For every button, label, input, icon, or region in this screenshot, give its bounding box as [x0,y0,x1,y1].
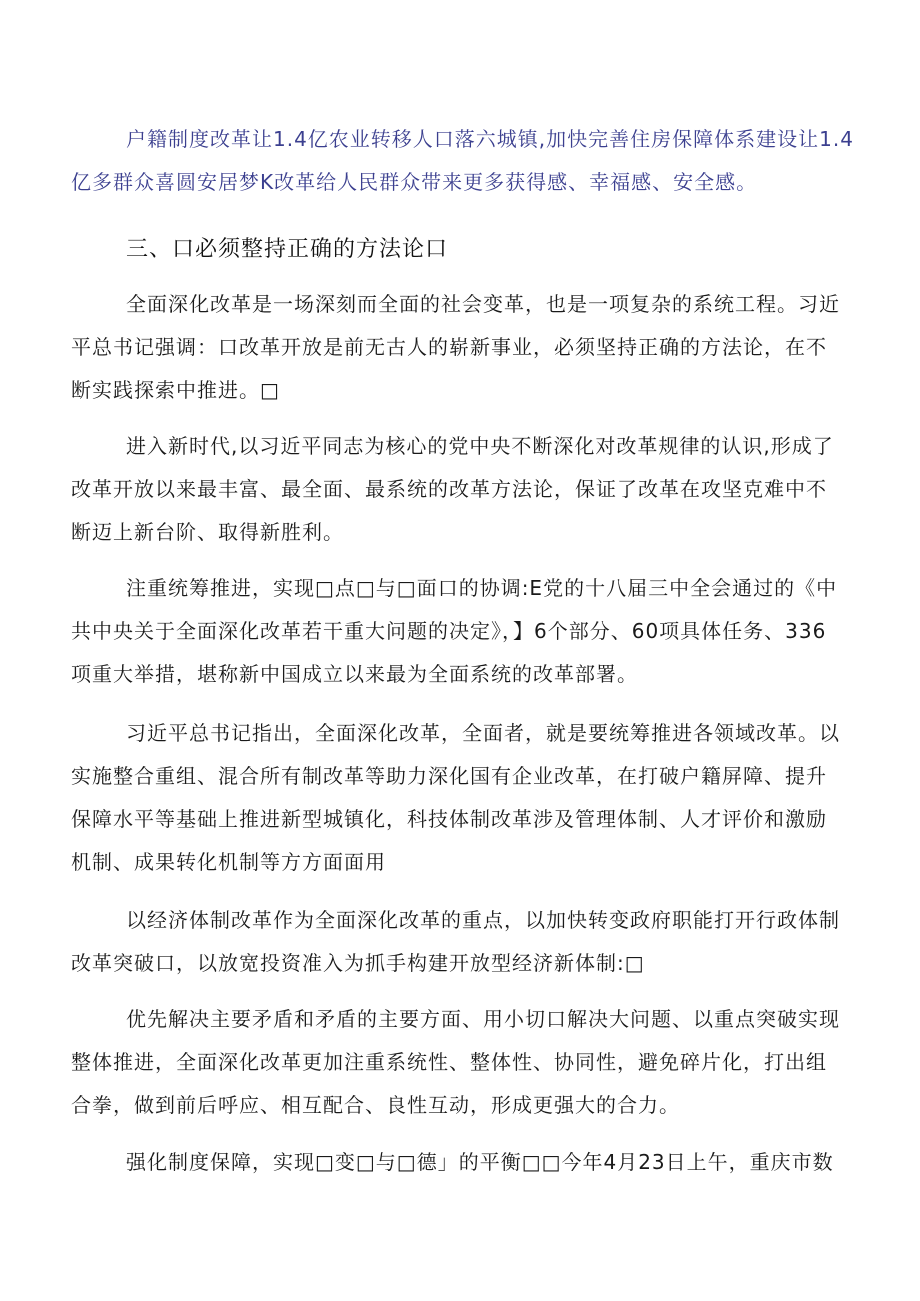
paragraph-line: 强化制度保障，实现□变□与□德」的平衡□□今年4月23日上午，重庆市数 [126,1150,834,1174]
paragraph-5 [71,899,860,985]
intro-line-1: 户籍制度改革让1.4亿农业转移人口落六城镇,加快完善住房保障体系建设让1.4 [126,127,854,151]
paragraph-1 [71,283,860,412]
intro-line-2: 亿多群众喜圆安居梦K改革给人民群众带来更多获得感、幸福感、安全感。 [71,170,758,194]
paragraph-line: 进入新时代,以习近平同志为核心的党中央不断深化对改革规律的认识,形成了 [126,434,834,458]
paragraph-line: 优先解决主要矛盾和矛盾的主要方面、用小切口解决大问题、以重点突破实现 [126,1007,840,1031]
paragraph-line: 实施整合重组、混合所有制改革等助力深化国有企业改革，在打破户籍屏障、提升 [71,764,827,788]
paragraph-line: 合拳，做到前后呼应、相互配合、良性互动，形成更强大的合力。 [71,1093,680,1117]
intro-paragraph [71,118,860,204]
paragraph-7 [126,1141,860,1184]
paragraph-line: 平总书记强调：口改革开放是前无古人的崭新事业，必须坚持正确的方法论，在不 [71,335,827,359]
paragraph-line: 项重大举措，堪称新中国成立以来最为全面系统的改革部署。 [71,662,638,686]
paragraph-6 [71,998,860,1127]
paragraph-3 [71,567,860,696]
paragraph-line: 共中央关于全面深化改革若干重大问题的决定》，】6个部分、60项具体任务、336 [71,619,827,643]
paragraph-4 [71,712,860,884]
paragraph-line: 整体推进，全面深化改革更加注重系统性、整体性、协同性，避免碎片化，打出组 [71,1050,827,1074]
paragraph-2 [71,425,860,554]
paragraph-line: 改革开放以来最丰富、最全面、最系统的改革方法论，保证了改革在攻坚克难中不 [71,477,827,501]
paragraph-line: 机制、成果转化机制等方方面面用 [71,850,386,874]
paragraph-line: 习近平总书记指出，全面深化改革，全面者，就是要统筹推进各领域改革。以 [126,721,840,745]
paragraph-line: 以经济体制改革作为全面深化改革的重点，以加快转变政府职能打开行政体制 [126,908,840,932]
paragraph-line: 保障水平等基础上推进新型城镇化，科技体制改革涉及管理体制、人才评价和激励 [71,807,827,831]
paragraph-line: 全面深化改革是一场深刻而全面的社会变革，也是一项复杂的系统工程。习近 [126,292,840,316]
paragraph-line: 改革突破口，以放宽投资准入为抓手构建开放型经济新体制:□ [71,951,645,975]
section-heading: 三、口必须整持正确的方法论口 [126,237,449,262]
paragraph-line: 断迈上新台阶、取得新胜利。 [71,520,344,544]
paragraph-line: 断实践探索中推进。□ [71,378,280,402]
paragraph-line: 注重统筹推进，实现□点□与□面口的协调:E党的十八届三中全会通过的《中 [126,576,838,600]
